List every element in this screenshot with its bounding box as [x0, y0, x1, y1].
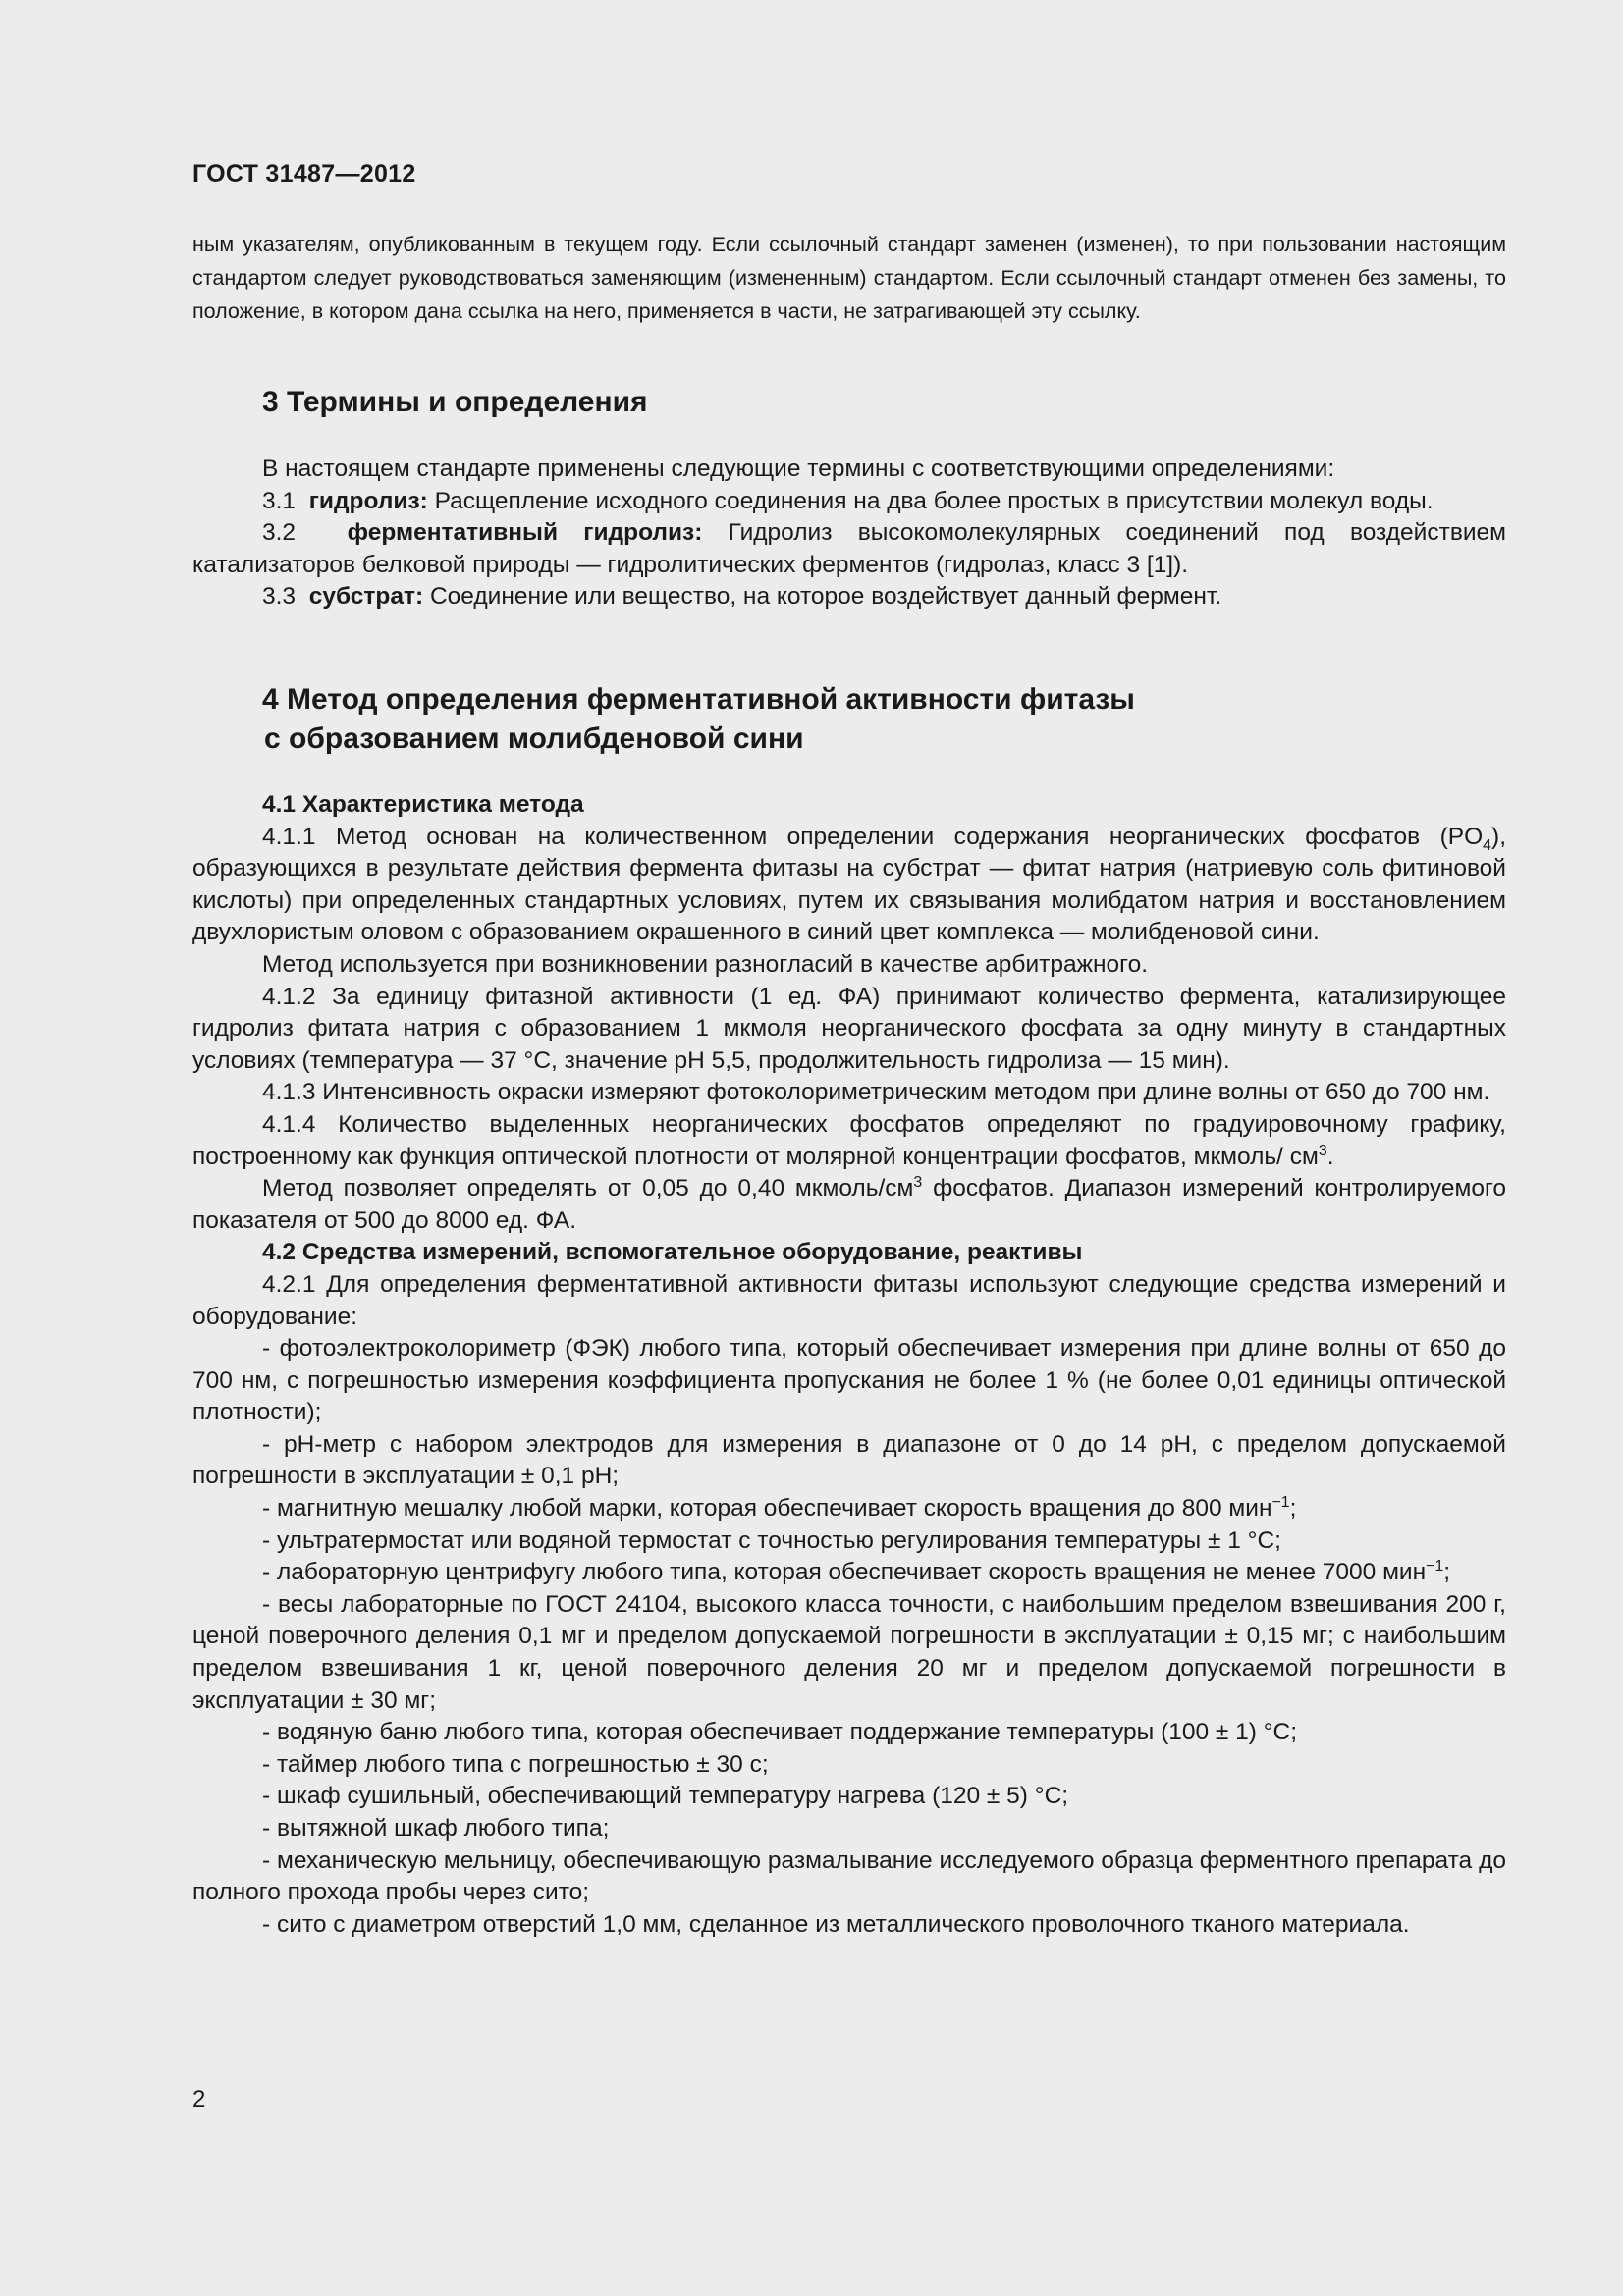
subsection-4-2-title: 4.2 Средства измерений, вспомогательное оборудование, реактивы [262, 1239, 1083, 1266]
paragraph-4-1-2: 4.1.2 За единицу фитазной активности (1 ед. ФА) принимают количество фермента, катализирующее гидролиз фитата натрия с образованием 1 мкмоля неорганического фосфата за одну минуту в стандартных условиях (температура — 37 °С, значение pH 5,5, продолжительность гидролиза — 15 мин). [192, 983, 1506, 1074]
section-4-body [192, 789, 1506, 1941]
paragraph-arbitration: Метод используется при возникновении разногласий в качестве арбитражного. [262, 950, 1149, 978]
list-item: - сито с диаметром отверстий 1,0 мм, сделанное из металлического проволочного тканого материала. [262, 1910, 1410, 1938]
section-3-lead: В настоящем стандарте применены следующие термины с соответствующими определениями: [262, 455, 1335, 482]
list-item: - весы лабораторные по ГОСТ 24104, высокого класса точности, с наибольшим пределом взвешивания 200 г, ценой поверочного деления 0,1 мг и пределом допускаемой погрешности в эксплуатации ± 0,15 мг; с наибольшим пределом взвешивания 1 кг, ценой поверочного деления 20 мг и пределом допускаемой погрешности в эксплуатации ± 30 мг; [192, 1590, 1506, 1714]
section-4-title: 4 Метод определения ферментативной активности фитазы с образованием молибденовой сини [262, 683, 1135, 755]
term-3-2: 3.2 ферментативный гидролиз: Гидролиз высокомолекулярных соединений под воздействием катализаторов белковой природы — гидролитических ферментов (гидролаз, класс 3 [1]). [192, 519, 1506, 578]
list-item: - магнитную мешалку любой марки, которая обеспечивает скорость вращения до 800 мин$^{-1}$; [262, 1493, 1297, 1522]
section-3-title: 3 Термины и определения [262, 386, 648, 418]
term-name: субстрат: [308, 583, 424, 611]
term-name: гидролиз: [308, 487, 428, 514]
term-3-1: 3.1 гидролиз: Расщепление исходного соединения на два более простых в присутствии молекул воды. [262, 487, 1434, 514]
paragraph-4-1-3: 4.1.3 Интенсивность окраски измеряют фотоколориметрическим методом при длине волны от 650 до 700 нм. [262, 1079, 1490, 1106]
section-3-body [192, 454, 1506, 614]
document-header: ГОСТ 31487—2012 [192, 160, 416, 187]
list-item: - фотоэлектроколориметр (ФЭК) любого типа, который обеспечивает измерения при длине волны от 650 до 700 нм, с погрешностью измерения коэффициента пропускания не более 1 % (не более 0,01 единицы оптической плотности); [192, 1335, 1506, 1426]
intro-text: ным указателям, опубликованным в текущем году. Если ссылочный стандарт заменен (изменен), то при пользовании настоящим стандартом следует руководствоваться заменяющим (измененным) стандартом. Если ссылочный стандарт отменен без замены, то положение, в котором дана ссылка на него, применяется в части, не затрагивающей эту ссылку. [192, 233, 1506, 323]
term-3-3: 3.3 субстрат: Соединение или вещество, на которое воздействует данный фермент. [262, 583, 1222, 611]
list-item: - механическую мельницу, обеспечивающую размалывание исследуемого образца ферментного препарата до полного прохода пробы через сито; [192, 1846, 1506, 1906]
list-item: - ультратермостат или водяной термостат с точностью регулирования температуры ± 1 °С; [262, 1526, 1281, 1554]
list-item: - шкаф сушильный, обеспечивающий температуру нагрева (120 ± 5) °С; [262, 1783, 1069, 1810]
intro-paragraph [192, 228, 1506, 328]
list-item: - лабораторную центрифугу любого типа, которая обеспечивает скорость вращения не менее 7000 мин$^{-1}$; [262, 1558, 1451, 1586]
list-item: - водяную баню любого типа, которая обеспечивает поддержание температуры (100 ± 1) °С; [262, 1719, 1298, 1746]
list-item: - таймер любого типа с погрешностью ± 30 с; [262, 1750, 769, 1778]
list-item: - вытяжной шкаф любого типа; [262, 1815, 610, 1842]
paragraph-4-1-1: 4.1.1 Метод основан на количественном определении содержания неорганических фосфатов $(PO_4)$, образующихся в результате действия фермента фитазы на субстрат — фитат натрия (натриевую соль фитиновой кислоты) при определенных стандартных условиях, путем их связывания молибдатом натрия и восстановлением двухлористым оловом с образованием окрашенного в синий цвет комплекса — молибденовой сини. [192, 823, 1506, 946]
paragraph-measurement-range: Метод позволяет определять от 0,05 до 0,40 мкмоль/$см^3$ фосфатов. Диапазон измерений контролируемого показателя от 500 до 8000 ед. ФА. [192, 1173, 1506, 1234]
subsection-4-1-title: 4.1 Характеристика метода [262, 791, 584, 818]
paragraph-4-2-1: 4.2.1 Для определения ферментативной активности фитазы используют следующие средства измерений и оборудование: [192, 1270, 1506, 1330]
list-item: - рН-метр с набором электродов для измерения в диапазоне от 0 до 14 рН, с пределом допускаемой погрешности в эксплуатации ± 0,1 рН; [192, 1430, 1506, 1490]
term-name: ферментативный гидролиз: [347, 519, 703, 547]
page-number: 2 [192, 2086, 206, 2112]
paragraph-4-1-4: 4.1.4 Количество выделенных неорганических фосфатов определяют по градуировочному графику, построенному как функция оптической плотности от молярной концентрации фосфатов, мкмоль/ $см^3$. [192, 1110, 1506, 1170]
